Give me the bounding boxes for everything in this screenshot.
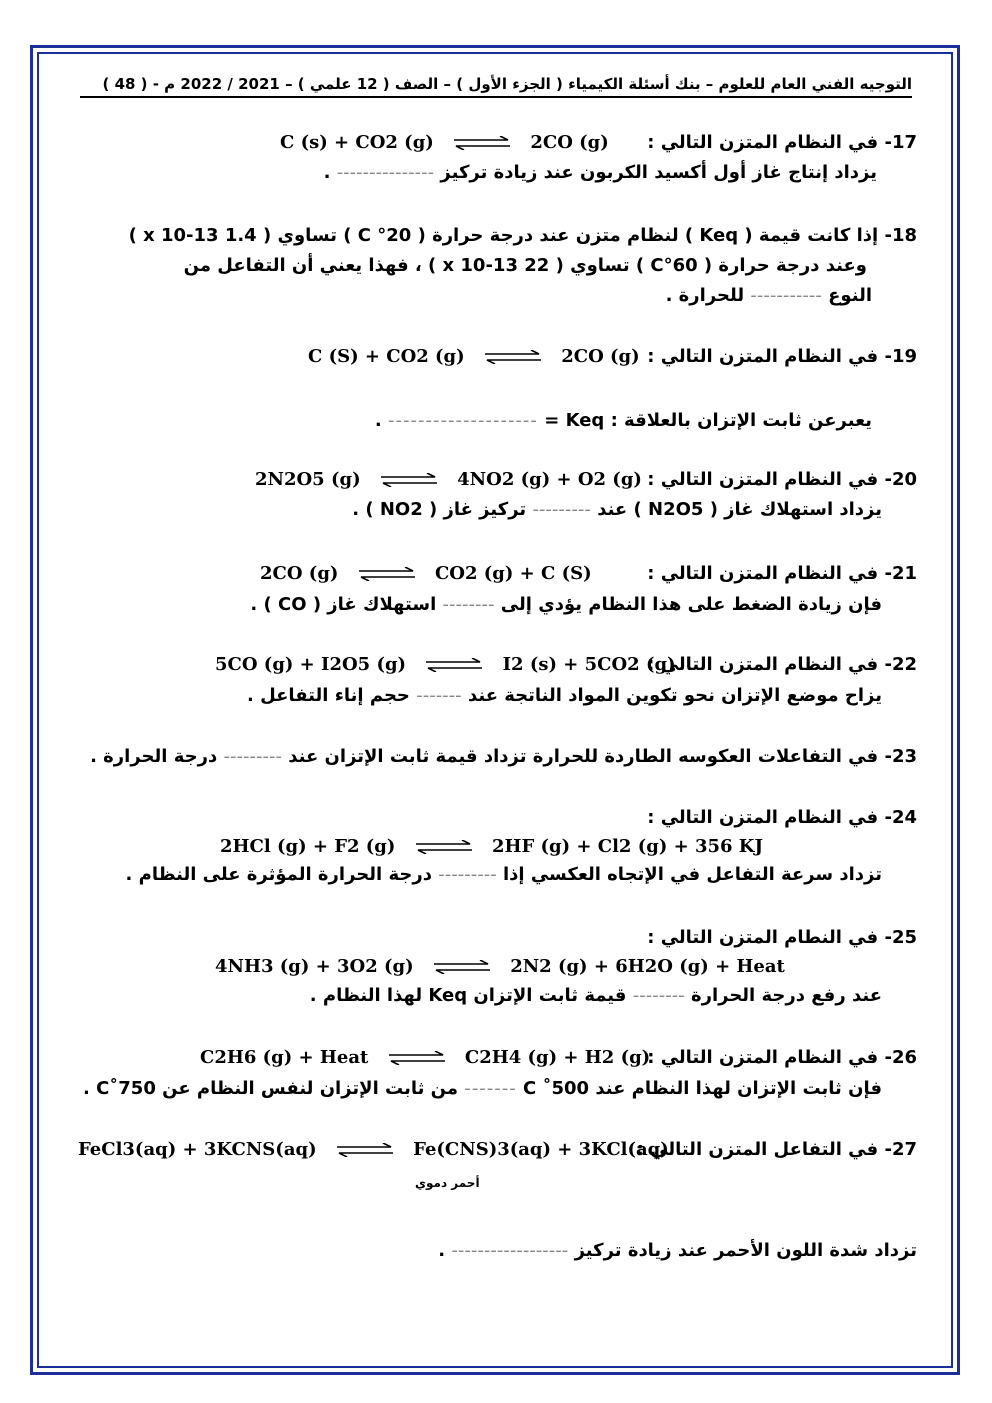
question-26-equation: C2H6 (g) + Heat C2H4 (g) + H2 (g) (200, 1047, 651, 1068)
question-19-text: يعبرعن ثابت الإتزان بالعلاقة : Keq = -------------------- . (374, 410, 872, 431)
question-27-equation: FeCl3(aq) + 3KCNS(aq) Fe(CNS)3(aq) + 3KCl(aq) (78, 1139, 669, 1160)
equilibrium-arrow-icon (335, 1143, 395, 1157)
question-18-line1: 18- إذا كانت قيمة ( Keq ) لنظام متزن عند درجة حرارة ( 20° C ) تساوي ( 1.4 x 10-13 ) (128, 225, 917, 246)
page-header: التوجيه الفني العام للعلوم – بنك أسئلة الكيمياء ( الجزء الأول ) – الصف ( 12 علمي ) – 2021 / 2022 م - ( 48 ) (80, 72, 912, 98)
question-23-text: 23- في التفاعلات العكوسه الطاردة للحرارة تزداد قيمة ثابت الإتزان عند --------- درجة الحرارة . (90, 746, 917, 767)
question-21-title: 21- في النظام المتزن التالي : (647, 563, 917, 584)
question-17-text: يزداد إنتاج غاز أول أكسيد الكربون عند زيادة تركيز --------------- . (323, 162, 877, 183)
question-22-title: 22- في النظام المتزن التالي : (647, 654, 917, 675)
question-21-equation: 2CO (g) CO2 (g) + C (S) (260, 563, 592, 584)
answer-blank[interactable]: --------- (532, 499, 591, 520)
question-17-equation: C (s) + CO2 (g) 2CO (g) (280, 132, 609, 153)
question-27-title: 27- في التفاعل المتزن التالي : (636, 1139, 917, 1160)
equilibrium-arrow-icon (357, 567, 417, 581)
question-21-text: فإن زيادة الضغط على هذا النظام يؤدي إلى -------- استهلاك غاز ( CO ) . (250, 594, 882, 615)
question-26-title: 26- في النظام المتزن التالي : (647, 1047, 917, 1068)
question-26-text: فإن ثابت الإتزان لهذا النظام عند 500˚ C ------- من ثابت الإتزان لنفس النظام عن 750˚C . (82, 1078, 882, 1099)
question-25-title: 25- في النطام المتزن التالي : (647, 927, 917, 948)
question-27-text: تزداد شدة اللون الأحمر عند زيادة تركيز ------------------ . (438, 1240, 917, 1261)
question-17-title: 17- في النظام المتزن التالي : (647, 132, 917, 153)
question-22-text: يزاح موضع الإتزان نحو تكوين المواد الناتجة عند ------- حجم إناء التفاعل . (246, 685, 882, 706)
page-border-inner (37, 52, 953, 1368)
answer-blank[interactable]: -------- (442, 594, 495, 615)
question-20-title: 20- في النظام المتزن التالي : (647, 469, 917, 490)
equilibrium-arrow-icon (483, 350, 543, 364)
question-25-equation: 4NH3 (g) + 3O2 (g) 2N2 (g) + 6H2O (g) + Heat (215, 956, 785, 977)
question-19-equation: C (S) + CO2 (g) 2CO (g) (308, 346, 640, 367)
answer-blank[interactable]: --------- (223, 746, 282, 767)
question-18-line3: النوع ----------- للحرارة . (665, 285, 872, 306)
question-24-equation: 2HCl (g) + F2 (g) 2HF (g) + Cl2 (g) + 356 KJ (220, 836, 763, 857)
question-20-text: يزداد استهلاك غاز ( N2O5 ) عند --------- تركيز غاز ( NO2 ) . (352, 499, 882, 520)
equilibrium-arrow-icon (387, 1051, 447, 1065)
equilibrium-arrow-icon (424, 658, 484, 672)
answer-blank[interactable]: ----------- (750, 285, 822, 306)
answer-blank[interactable]: --------------- (336, 162, 435, 183)
question-22-equation: 5CO (g) + I2O5 (g) I2 (s) + 5CO2 (g) (215, 654, 676, 675)
question-19-title: 19- في النظام المتزن التالي : (647, 346, 917, 367)
question-24-title: 24- في النظام المتزن التالي : (647, 807, 917, 828)
question-24-text: تزداد سرعة التفاعل في الإتجاه العكسي إذا --------- درجة الحرارة المؤثرة على النظام . (125, 864, 882, 885)
equilibrium-arrow-icon (432, 960, 492, 974)
equilibrium-arrow-icon (452, 136, 512, 150)
question-25-text: عند رفع درجة الحرارة -------- قيمة ثابت الإتزان Keq لهذا النظام . (309, 985, 882, 1006)
equilibrium-arrow-icon (379, 473, 439, 487)
answer-blank[interactable]: ------- (464, 1078, 517, 1099)
question-20-equation: 2N2O5 (g) 4NO2 (g) + O2 (g) (255, 469, 642, 490)
blood-red-note: أحمر دموي (415, 1176, 480, 1190)
question-18-line2: وعند درجة حرارة ( 60°C ) تساوي ( 22 x 10-13 ) ، فهذا يعني أن التفاعل من (183, 255, 867, 276)
answer-blank[interactable]: ------------------ (451, 1240, 569, 1261)
answer-blank[interactable]: --------- (438, 864, 497, 885)
answer-blank[interactable]: ------- (416, 685, 462, 706)
answer-blank[interactable]: -------- (632, 985, 685, 1006)
equilibrium-arrow-icon (414, 840, 474, 854)
answer-blank[interactable]: -------------------- (388, 410, 538, 431)
